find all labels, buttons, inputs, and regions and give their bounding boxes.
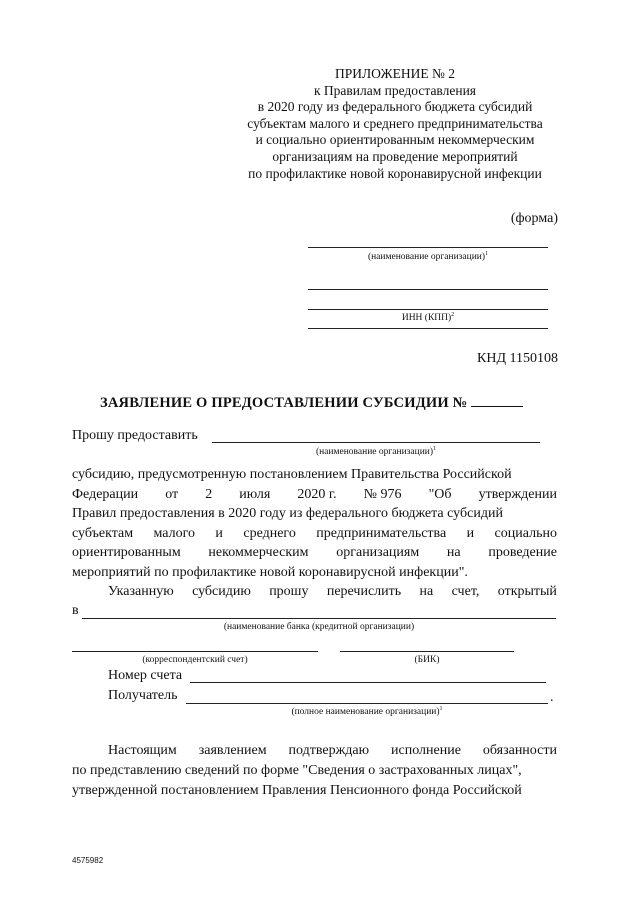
- org-name-caption: (наименование организации)$^1$: [367, 251, 489, 263]
- bank-caption: (наименование банка (кредитной организации): [223, 622, 415, 632]
- corr-account-field[interactable]: [72, 651, 318, 652]
- document-title: [100, 394, 523, 412]
- transfer-line: Указанную субсидию прошу перечислить на счет, открытый: [108, 584, 557, 599]
- title-text: ЗАЯВЛЕНИЕ О ПРЕДОСТАВЛЕНИИ СУБСИДИИ №: [100, 395, 468, 411]
- para-line: ориентированным некоммерческим организациям на проведение: [72, 545, 557, 560]
- header-line: организациям на проведение мероприятий: [272, 148, 518, 164]
- inn-field[interactable]: [308, 309, 548, 310]
- account-label: Номер счета: [108, 668, 183, 683]
- form-label: (форма): [510, 211, 558, 226]
- header-line: по профилактике новой коронавирусной инфекции: [248, 165, 542, 181]
- para-line: Настоящим заявлением подтверждаю исполнение обязанности: [108, 743, 557, 758]
- recipient-field[interactable]: [186, 703, 548, 704]
- org-name-field-2[interactable]: [308, 289, 548, 290]
- account-number-field[interactable]: [190, 682, 546, 683]
- org-name-field[interactable]: [308, 247, 548, 248]
- knd-code: КНД 1150108: [477, 351, 558, 366]
- para-line: Федерации от 2 июля 2020 г. № 976 "Об утверждении: [72, 486, 557, 502]
- para-line: утвержденной постановлением Правления Пенсионного фонда Российской: [72, 783, 522, 798]
- inn-caption: ИНН (КПП)$^2$: [401, 312, 455, 324]
- confirmation-paragraph: [72, 741, 557, 801]
- para-line: по представлению сведений по форме "Сведения о застрахованных лицах",: [72, 763, 522, 778]
- bik-field[interactable]: [340, 651, 514, 652]
- recipient-caption: (полное наименование организации)$^1$: [291, 706, 443, 718]
- bank-prefix: в: [72, 603, 79, 618]
- footer-code: 4575982: [72, 856, 104, 865]
- bik-caption: (БИК): [414, 655, 440, 665]
- para-line: Правил предоставления в 2020 году из федерального бюджета субсидий: [72, 506, 503, 521]
- header-line: и социально ориентированным некоммерческим: [255, 132, 535, 148]
- header-line: в 2020 году из федерального бюджета субсидий: [257, 99, 533, 115]
- recipient-label: Получатель: [108, 688, 178, 703]
- application-number-field[interactable]: [471, 394, 523, 407]
- header-line: ПРИЛОЖЕНИЕ № 2: [334, 66, 456, 81]
- kpp-field[interactable]: [308, 328, 548, 329]
- header-line: к Правилам предоставления: [313, 82, 477, 98]
- corr-account-caption: (корреспондентский счет): [142, 655, 248, 665]
- request-org-caption: (наименование организации)$^1$: [315, 446, 437, 458]
- request-lead: Прошу предоставить: [72, 428, 198, 443]
- header-line: субъектам малого и среднего предпринимательства: [247, 115, 543, 131]
- bank-name-field[interactable]: [82, 618, 556, 619]
- para-line: субъектам малого и среднего предпринимательства и социально: [72, 525, 557, 541]
- para-line: субсидию, предусмотренную постановлением Правительства Российской: [72, 467, 512, 482]
- request-org-field[interactable]: [212, 442, 540, 443]
- recipient-end-dot: .: [550, 690, 554, 705]
- subsidy-paragraph: [72, 465, 557, 582]
- appendix-header: [230, 66, 560, 182]
- para-line: мероприятий по профилактике новой коронавирусной инфекции".: [72, 564, 468, 580]
